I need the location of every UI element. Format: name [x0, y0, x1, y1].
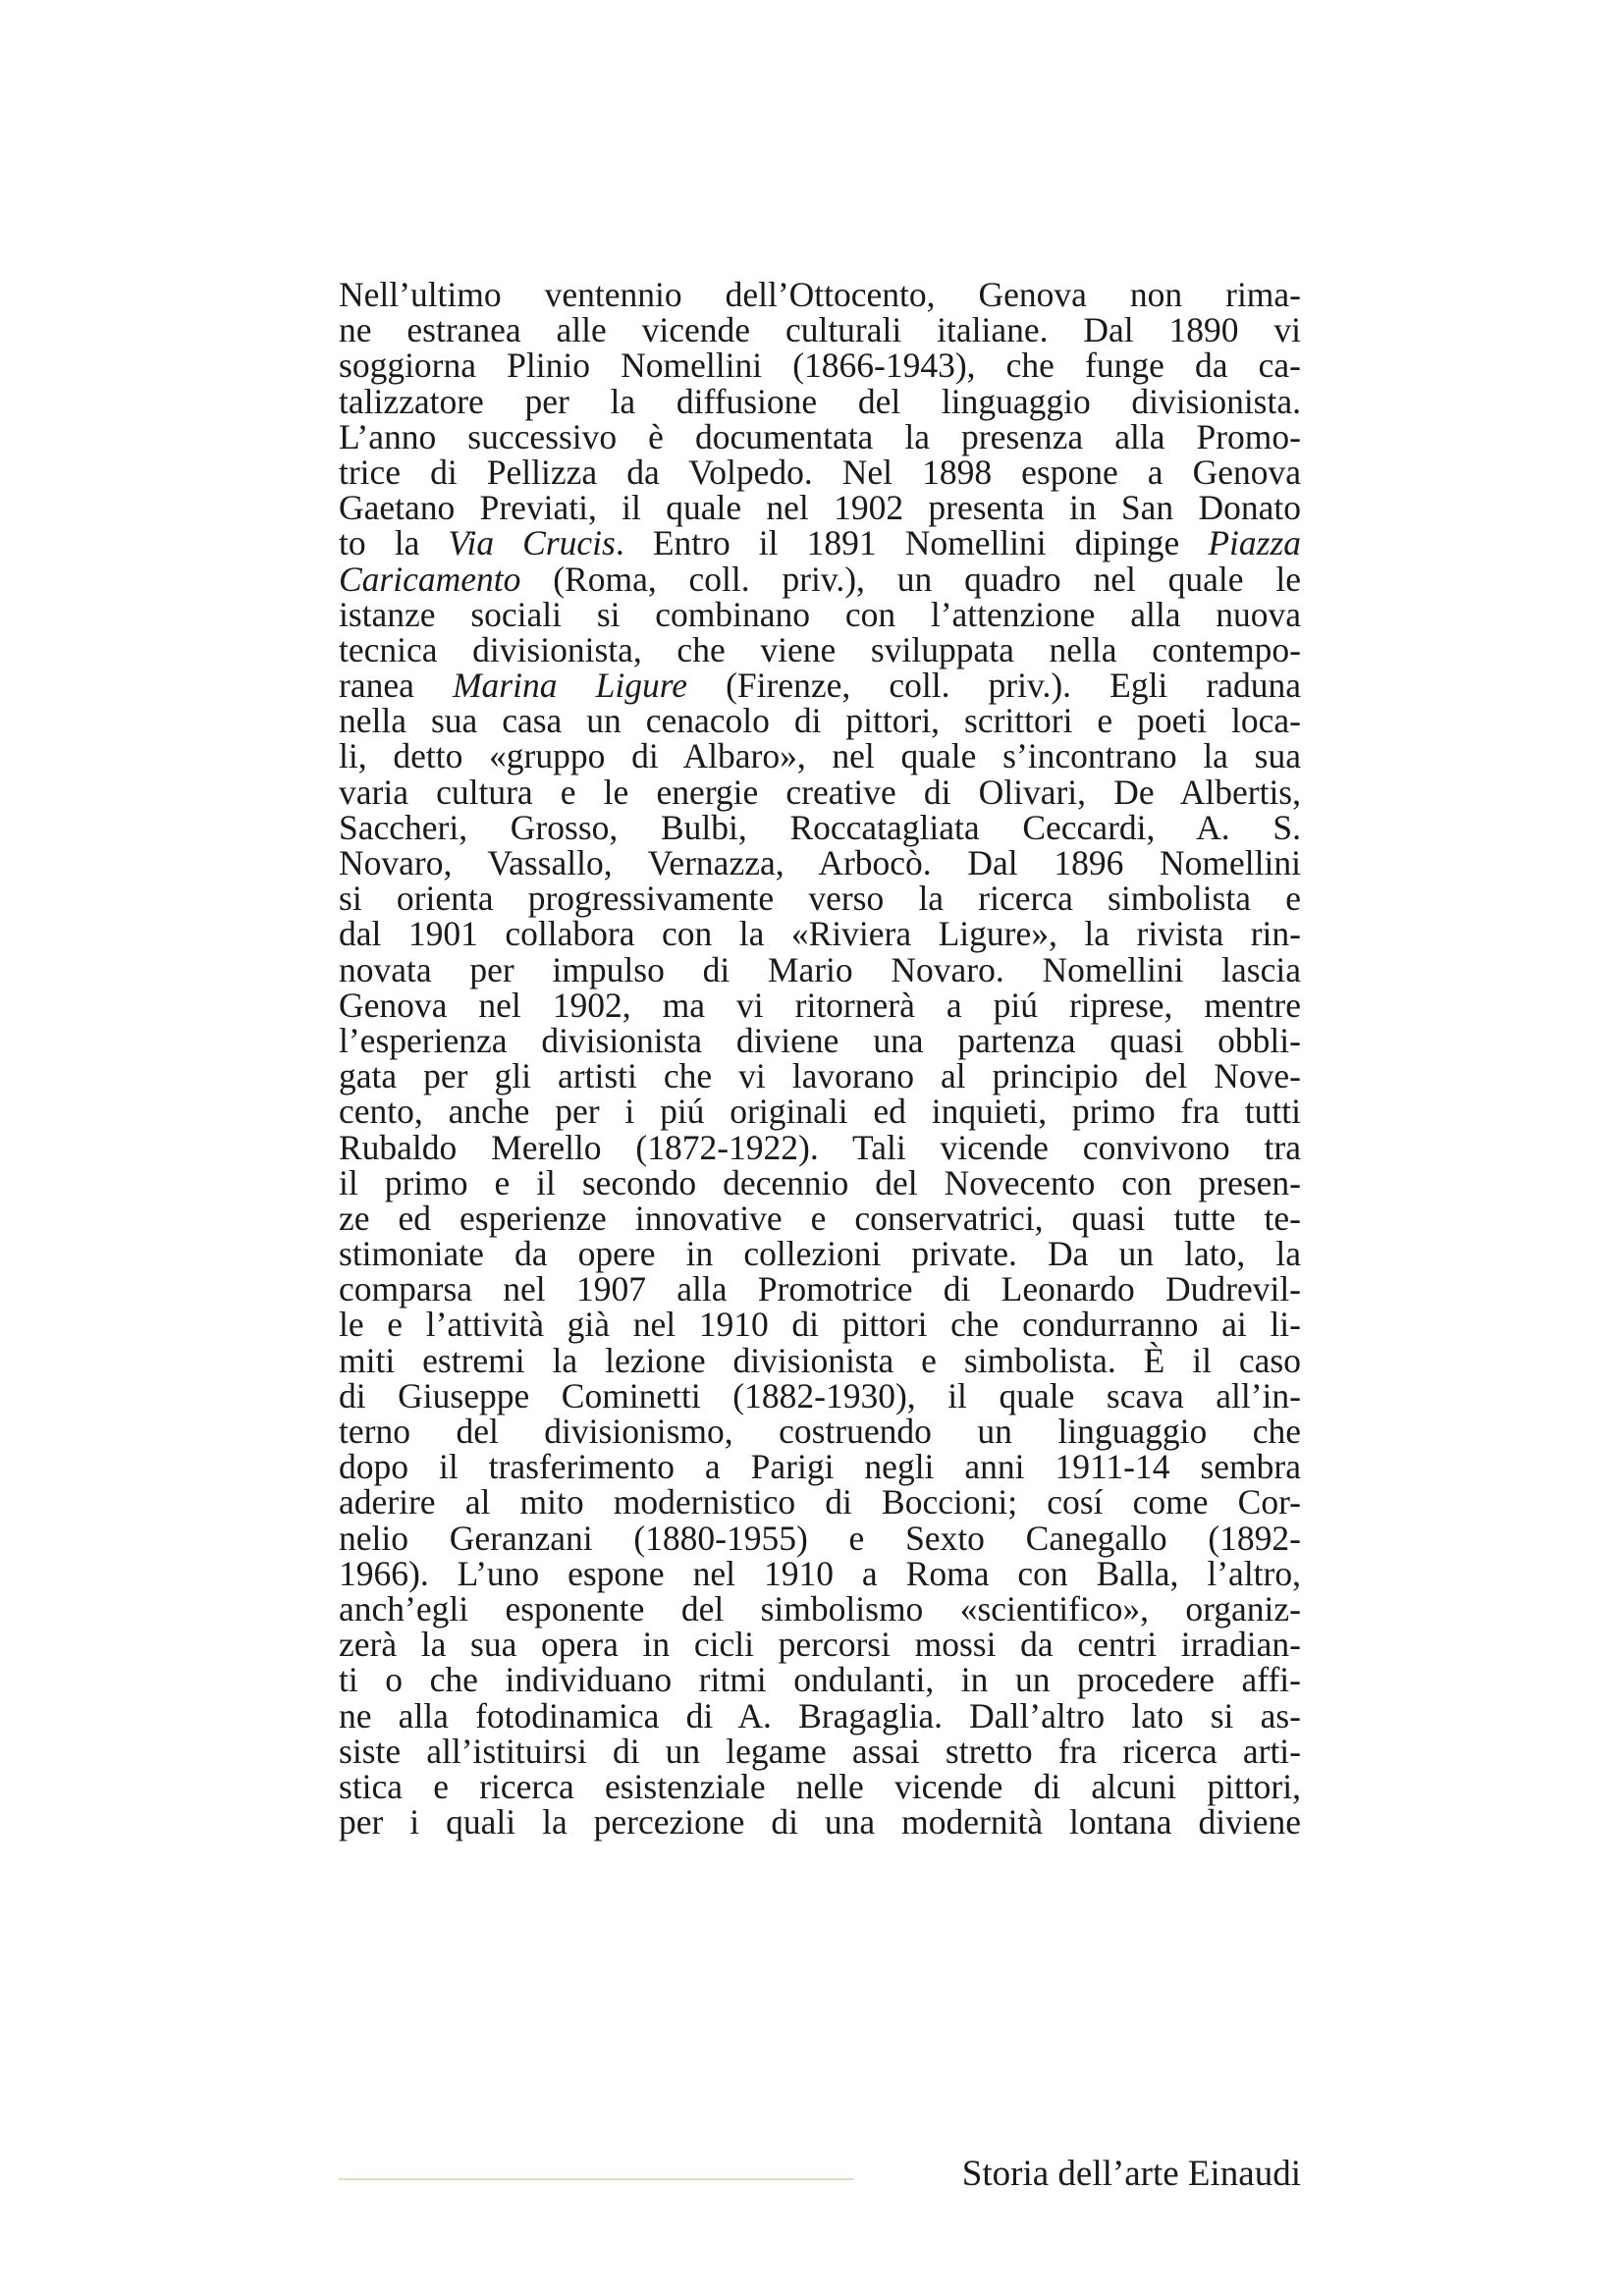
page-footer [339, 2155, 1301, 2194]
text-segment: (Roma, coll. priv.), un quadro nel quale le [520, 559, 1301, 599]
text-line [339, 454, 1301, 490]
text-line [339, 1375, 1301, 1415]
text-segment: ne estranea alle vicende culturali italiane. Dal 1890 vi [339, 310, 1301, 350]
text-segment: stica e ricerca esistenziale nelle vicende di alcuni pittori, [339, 1766, 1301, 1806]
text-line [339, 807, 1301, 847]
text-segment: stimoniate da opere in collezioni private. Da un lato, la [339, 1234, 1301, 1274]
text-line [339, 1804, 1301, 1840]
text-segment: . Entro il 1891 Nomellini dipinge [615, 523, 1209, 563]
text-segment: trice di Pellizza da Volpedo. Nel 1898 espone a Genova [339, 452, 1301, 492]
text-line [339, 985, 1301, 1025]
body-paragraph [339, 277, 1301, 1840]
text-segment: l’esperienza divisionista diviene una partenza quasi obbli- [339, 1020, 1301, 1060]
footer-rule [339, 2178, 854, 2180]
text-segment: soggiorna Plinio Nomellini (1866-1943), che funge da ca- [339, 346, 1301, 386]
text-line [339, 1518, 1301, 1558]
text-line [339, 1162, 1301, 1202]
text-line [339, 1271, 1301, 1307]
text-segment: Gaetano Previati, il quale nel 1902 presenta in San Donato [339, 488, 1301, 528]
footer-publication-title: Storia dell’arte Einaudi [961, 2154, 1301, 2194]
text-segment: istanze sociali si combinano con l’attenzione alla nuova [339, 594, 1301, 634]
text-segment: ranea [339, 666, 453, 706]
text-line [339, 561, 1301, 597]
text-line [339, 1127, 1301, 1167]
text-segment: Saccheri, Grosso, Bulbi, Roccatagliata Ceccardi, A. S. [339, 807, 1301, 847]
text-line [339, 416, 1301, 456]
text-segment: terno del divisionismo, costruendo un linguaggio che [339, 1412, 1301, 1451]
text-line [339, 1484, 1301, 1520]
text-line [339, 1234, 1301, 1274]
italic-title: Caricamento [339, 559, 521, 599]
text-segment: 1966). L’uno espone nel 1910 a Roma con Balla, l’altro, [339, 1553, 1301, 1593]
text-line [339, 666, 1301, 706]
text-line [339, 1058, 1301, 1094]
text-segment: tecnica divisionista, che viene sviluppata nella contempo- [339, 629, 1301, 669]
text-line [339, 845, 1301, 881]
text-segment: Rubaldo Merello (1872-1922). Tali vicende convivono tra [339, 1127, 1301, 1167]
text-line [339, 1588, 1301, 1629]
text-line [339, 1731, 1301, 1771]
text-segment: dopo il trasferimento a Parigi negli anni 1911-14 sembra [339, 1447, 1301, 1487]
text-line [339, 774, 1301, 810]
text-line [339, 1766, 1301, 1806]
text-segment: Novaro, Vassallo, Vernazza, Arbocò. Dal 1896 Nomellini [339, 843, 1301, 882]
text-segment: dal 1901 collabora con la «Riviera Ligure», la rivista rin- [339, 914, 1301, 954]
text-segment: gata per gli artisti che vi lavorano al principio del Nove- [339, 1056, 1301, 1096]
text-line [339, 346, 1301, 386]
text-segment: talizzatore per la diffusione del linguaggio divisionista. [339, 381, 1301, 421]
text-segment: le e l’attività già nel 1910 di pittori che condurranno ai li- [339, 1305, 1301, 1345]
text-line [339, 525, 1301, 561]
text-segment: di Giuseppe Cominetti (1882-1930), il quale scava all’in- [339, 1375, 1301, 1415]
text-line [339, 914, 1301, 954]
text-segment: zerà la sua opera in cicli percorsi mossi da centri irradian- [339, 1625, 1301, 1665]
italic-title: Marina Ligure [452, 666, 687, 706]
text-segment: varia cultura e le energie creative di Olivari, De Albertis, [339, 772, 1301, 812]
text-segment: siste all’istituirsi di un legame assai stretto fra ricerca arti- [339, 1731, 1301, 1771]
text-line [339, 738, 1301, 774]
text-segment: nelio Geranzani (1880-1955) e Sexto Canegallo (1892- [339, 1518, 1301, 1558]
text-line [339, 310, 1301, 350]
text-line [339, 949, 1301, 989]
text-line [339, 594, 1301, 634]
text-segment: anch’egli esponente del simbolismo «scientifico», organiz- [339, 1588, 1301, 1629]
text-segment: novata per impulso di Mario Novaro. Nomellini lascia [339, 949, 1301, 989]
text-line [339, 488, 1301, 528]
italic-title: Piazza [1208, 523, 1302, 563]
text-segment: (Firenze, coll. priv.). Egli raduna [686, 666, 1301, 706]
text-segment: nella sua casa un cenacolo di pittori, scrittori e poeti loca- [339, 701, 1301, 741]
text-segment: per i quali la percezione di una modernità lontana diviene [339, 1802, 1301, 1842]
text-line [339, 629, 1301, 669]
text-line [339, 1553, 1301, 1593]
text-line [339, 1447, 1301, 1487]
text-segment: ze ed esperienze innovative e conservatrici, quasi tutte te- [339, 1198, 1301, 1238]
text-segment: L’anno successivo è documentata la presenza alla Promo- [339, 416, 1301, 456]
text-line [339, 277, 1301, 312]
text-segment: aderire al mito modernistico di Boccioni; cosí come Cor- [339, 1482, 1301, 1522]
italic-title: Via Crucis [448, 523, 616, 563]
text-line [339, 1625, 1301, 1665]
text-line [339, 1414, 1301, 1449]
text-line [339, 381, 1301, 421]
text-segment: cento, anche per i piú originali ed inquieti, primo fra tutti [339, 1092, 1301, 1132]
text-segment: li, detto «gruppo di Albaro», nel quale s’incontrano la sua [339, 736, 1301, 776]
text-line [339, 1020, 1301, 1060]
text-line [339, 1340, 1301, 1380]
text-line [339, 701, 1301, 741]
text-line [339, 879, 1301, 919]
text-line [339, 1695, 1301, 1735]
text-segment: si orienta progressivamente verso la ricerca simbolista e [339, 879, 1301, 919]
text-segment: comparsa nel 1907 alla Promotrice di Leonardo Dudrevil- [339, 1269, 1301, 1309]
text-segment: to la [339, 523, 449, 563]
text-line [339, 1092, 1301, 1132]
text-segment: ti o che individuano ritmi ondulanti, in un procedere affi- [339, 1660, 1301, 1700]
text-line [339, 1305, 1301, 1345]
text-segment: Nell’ultimo ventennio dell’Ottocento, Genova non rima- [339, 275, 1301, 314]
text-line [339, 1660, 1301, 1700]
text-line [339, 1198, 1301, 1238]
text-segment: miti estremi la lezione divisionista e simbolista. È il caso [339, 1340, 1301, 1380]
text-segment: ne alla fotodinamica di A. Bragaglia. Dall’altro lato si as- [339, 1695, 1301, 1735]
text-segment: il primo e il secondo decennio del Novecento con presen- [339, 1162, 1301, 1202]
text-segment: Genova nel 1902, ma vi ritornerà a piú riprese, mentre [339, 985, 1301, 1025]
